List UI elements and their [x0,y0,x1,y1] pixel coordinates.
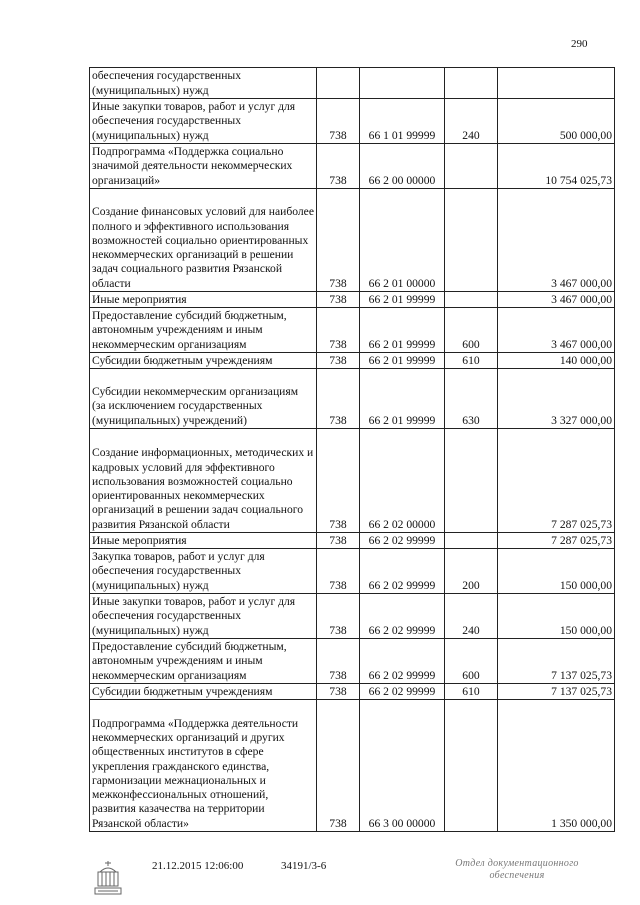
row-code-cell: 738 [317,189,360,292]
row-code-cell: 738 [317,144,360,189]
budget-table-body [90,68,615,832]
row-classification-cell: 66 2 02 99999 [360,639,445,684]
row-code-cell: 738 [317,594,360,639]
row-amount-cell: 150 000,00 [498,594,615,639]
row-code-cell [317,68,360,99]
row-classification-cell: 66 2 02 99999 [360,549,445,594]
row-name-cell: Предоставление субсидий бюджетным, автономным учреждениям и иным некоммерческим организациям [90,639,317,684]
stamp-line: обеспечения [489,870,545,881]
table-row [90,144,615,189]
page-number: 290 [571,38,588,50]
row-code-cell: 738 [317,99,360,144]
row-classification-cell: 66 2 02 00000 [360,429,445,533]
department-stamp [442,858,592,882]
table-row [90,594,615,639]
row-classification-cell: 66 2 00 00000 [360,144,445,189]
row-name-cell: Подпрограмма «Поддержка социально значимой деятельности некоммерческих организаций» [90,144,317,189]
table-row [90,684,615,700]
emblem-icon [90,858,126,898]
row-name-cell: Создание финансовых условий для наиболее полного и эффективного использования возможностей социально ориентированных некоммерческих организаций в решении задач социального развития Рязанской области [90,189,317,292]
row-code-cell: 738 [317,700,360,832]
row-expense-type-cell: 610 [445,353,498,369]
row-classification-cell: 66 2 01 99999 [360,353,445,369]
row-code-cell: 738 [317,533,360,549]
row-name-cell: Субсидии бюджетным учреждениям [90,684,317,700]
row-expense-type-cell [445,292,498,308]
row-amount-cell: 3 467 000,00 [498,292,615,308]
row-amount-cell: 7 287 025,73 [498,429,615,533]
table-row [90,353,615,369]
row-classification-cell: 66 2 01 99999 [360,292,445,308]
page-footer [90,858,610,898]
row-expense-type-cell: 610 [445,684,498,700]
stamp-line: Отдел документационного [455,858,579,869]
row-name-cell: Иные мероприятия [90,533,317,549]
row-expense-type-cell: 200 [445,549,498,594]
row-name-cell: Предоставление субсидий бюджетным, автономным учреждениям и иным некоммерческим организациям [90,308,317,353]
row-amount-cell: 7 137 025,73 [498,639,615,684]
row-classification-cell: 66 2 02 99999 [360,533,445,549]
row-code-cell: 738 [317,369,360,429]
row-classification-cell: 66 2 02 99999 [360,594,445,639]
row-classification-cell: 66 2 01 00000 [360,189,445,292]
row-amount-cell: 3 467 000,00 [498,308,615,353]
row-expense-type-cell [445,68,498,99]
table-row [90,639,615,684]
row-expense-type-cell [445,144,498,189]
row-code-cell: 738 [317,684,360,700]
row-expense-type-cell: 600 [445,308,498,353]
row-amount-cell: 140 000,00 [498,353,615,369]
table-row [90,99,615,144]
row-expense-type-cell [445,189,498,292]
row-code-cell: 738 [317,639,360,684]
row-expense-type-cell: 630 [445,369,498,429]
footer-document-number: 34191/3-6 [281,860,327,872]
row-classification-cell: 66 1 01 99999 [360,99,445,144]
table-row [90,308,615,353]
table-row [90,292,615,308]
row-name-cell: Иные закупки товаров, работ и услуг для обеспечения государственных (муниципальных) нужд [90,99,317,144]
row-amount-cell [498,68,615,99]
row-amount-cell: 7 137 025,73 [498,684,615,700]
row-name-cell: Субсидии некоммерческим организациям (за исключением государственных (муниципальных) учреждений) [90,369,317,429]
row-amount-cell: 3 467 000,00 [498,189,615,292]
row-code-cell: 738 [317,429,360,533]
row-name-cell: Создание информационных, методических и кадровых условий для эффективного использования возможностей социально ориентированных некоммерческих организаций в решении задач социального развития Рязанской области [90,429,317,533]
row-name-cell: Иные закупки товаров, работ и услуг для обеспечения государственных (муниципальных) нужд [90,594,317,639]
row-amount-cell: 7 287 025,73 [498,533,615,549]
table-row [90,429,615,533]
row-name-cell: Закупка товаров, работ и услуг для обеспечения государственных (муниципальных) нужд [90,549,317,594]
row-name-cell: обеспечения государственных (муниципальных) нужд [90,68,317,99]
row-classification-cell: 66 2 01 99999 [360,369,445,429]
budget-table [89,67,615,832]
row-expense-type-cell: 240 [445,99,498,144]
row-name-cell: Иные мероприятия [90,292,317,308]
row-expense-type-cell [445,700,498,832]
row-name-cell: Подпрограмма «Поддержка деятельности некоммерческих организаций и других общественных институтов в сфере укрепления гражданского единства, гармонизации межнациональных и межконфессиональных отношений, развития казачества на территории Рязанской области» [90,700,317,832]
row-expense-type-cell [445,533,498,549]
row-code-cell: 738 [317,353,360,369]
table-row [90,700,615,832]
row-name-cell: Субсидии бюджетным учреждениям [90,353,317,369]
row-amount-cell: 150 000,00 [498,549,615,594]
row-expense-type-cell: 240 [445,594,498,639]
row-classification-cell [360,68,445,99]
row-amount-cell: 1 350 000,00 [498,700,615,832]
table-row [90,369,615,429]
table-row [90,533,615,549]
row-code-cell: 738 [317,292,360,308]
row-amount-cell: 500 000,00 [498,99,615,144]
table-row [90,549,615,594]
row-expense-type-cell: 600 [445,639,498,684]
row-classification-cell: 66 2 01 99999 [360,308,445,353]
row-code-cell: 738 [317,308,360,353]
table-row [90,189,615,292]
row-amount-cell: 10 754 025,73 [498,144,615,189]
table-row [90,68,615,99]
footer-datetime: 21.12.2015 12:06:00 [152,860,244,872]
row-classification-cell: 66 3 00 00000 [360,700,445,832]
row-code-cell: 738 [317,549,360,594]
row-classification-cell: 66 2 02 99999 [360,684,445,700]
row-amount-cell: 3 327 000,00 [498,369,615,429]
row-expense-type-cell [445,429,498,533]
